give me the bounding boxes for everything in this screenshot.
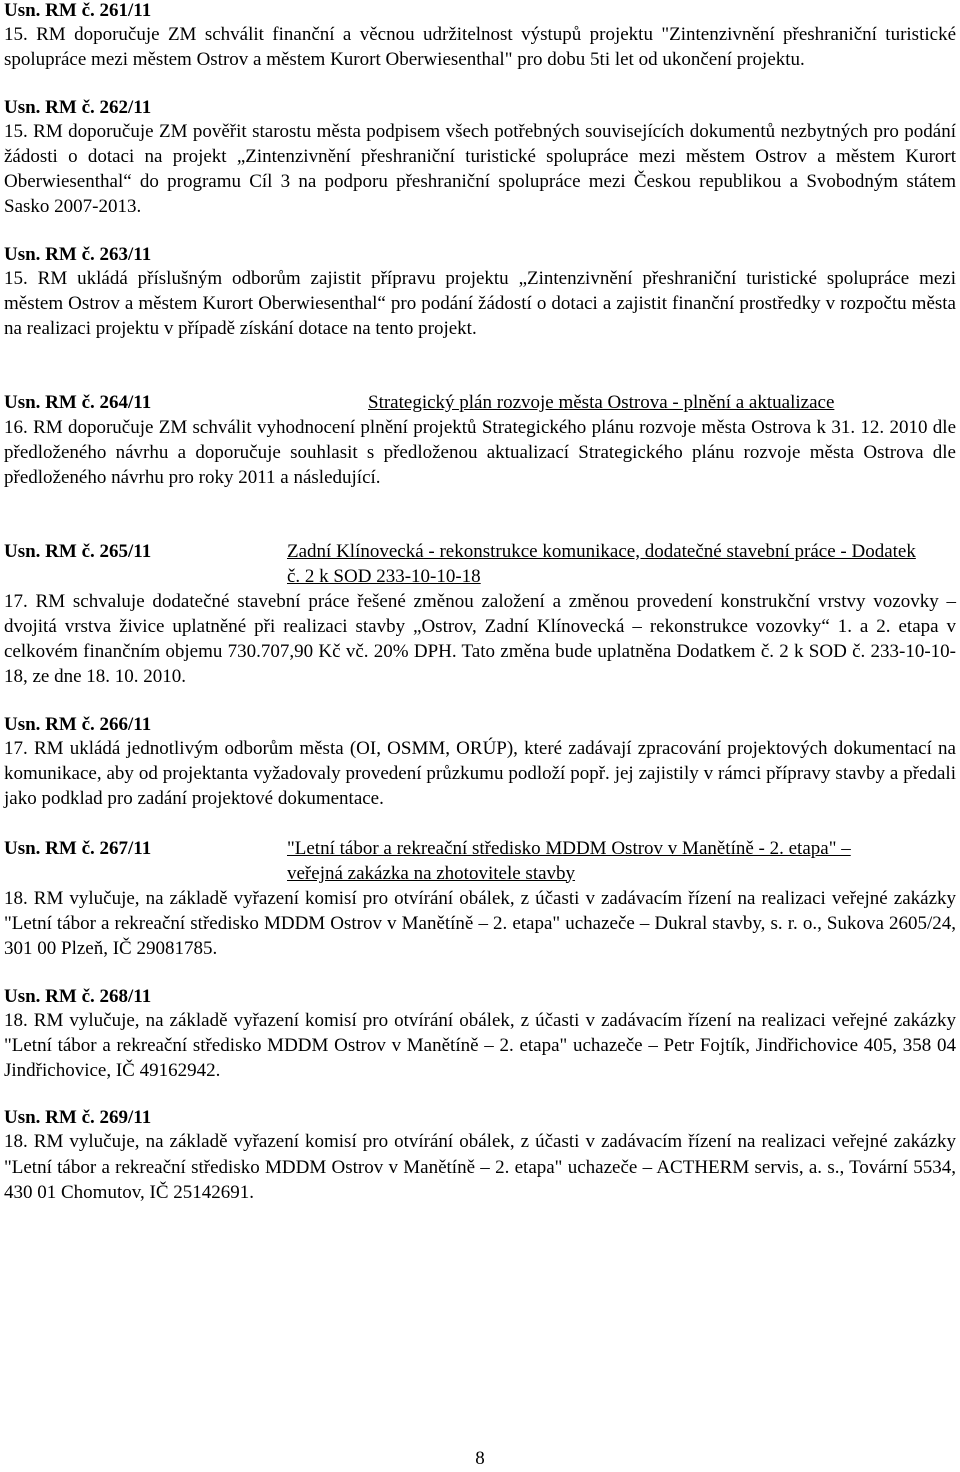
spacer xyxy=(4,220,956,244)
resolution-text: 16. RM doporučuje ZM schválit vyhodnocení plnění projektů Strategického plánu rozvoje města Ostrova k 31. 12. 2010 dle předloženého návrhu a doporučuje souhlasit s předloženou aktualizací Strategického plánu rozvoje města Ostrova dle předloženého návrhu pro roky 2011 a následující. xyxy=(4,416,956,489)
resolution-267 xyxy=(4,836,956,962)
page-number: 8 xyxy=(475,1448,485,1469)
resolution-number: Usn. RM č. 267/11 xyxy=(4,837,152,859)
resolution-text: 18. RM vylučuje, na základě vyřazení komisí pro otvírání obálek, z účasti v zadávacím řízení na realizaci veřejné zakázky "Letní tábor a rekreační středisko MDDM Ostrov v Manětíně – 2. etapa" uchazeče – Petr Fojtík, Jindřichovice 405, 358 04 Jindřichovice, IČ 49162942. xyxy=(4,1009,956,1082)
resolution-268 xyxy=(4,986,956,1084)
resolution-text: 15. RM doporučuje ZM schválit finanční a věcnou udržitelnost výstupů projektu "Zintenzivnění přeshraniční turistické spolupráce mezi městem Ostrov a městem Kurort Oberwiesenthal" pro dobu 5ti let od ukončení projektu. xyxy=(4,24,956,71)
resolution-number: Usn. RM č. 261/11 xyxy=(4,0,152,21)
resolution-number: Usn. RM č. 264/11 xyxy=(4,391,152,413)
spacer xyxy=(4,1083,956,1107)
resolution-text: 18. RM vylučuje, na základě vyřazení komisí pro otvírání obálek, z účasti v zadávacím řízení na realizaci veřejné zakázky "Letní tábor a rekreační středisko MDDM Ostrov v Manětíně – 2. etapa" uchazeče – Dukral stavby, s. r. o., Sukova 2605/24, 301 00 Plzeň, IČ 29081785. xyxy=(4,887,956,960)
resolution-266 xyxy=(4,714,956,812)
resolution-261 xyxy=(4,0,956,73)
resolution-header xyxy=(4,390,956,415)
resolution-264 xyxy=(4,390,956,491)
resolution-subject: Strategický plán rozvoje města Ostrova - plnění a aktualizace xyxy=(368,391,835,413)
spacer xyxy=(4,491,956,539)
resolution-number: Usn. RM č. 266/11 xyxy=(4,713,152,735)
resolution-text: 18. RM vylučuje, na základě vyřazení komisí pro otvírání obálek, z účasti v zadávacím řízení na realizaci veřejné zakázky "Letní tábor a rekreační středisko MDDM Ostrov v Manětíně – 2. etapa" uchazeče – ACTHERM servis, a. s., Tovární 5534, 430 01 Chomutov, IČ 25142691. xyxy=(4,1131,956,1204)
resolution-text: 17. RM schvaluje dodatečné stavební práce řešené změnou založení a změnou provedení konstrukční vrstvy vozovky – dvojitá vrstva živice uplatněné při realizaci stavby „Ostrov, Zadní Klínovecká – rekonstrukce vozovky“ 1. a 2. etapa v celkovém finančním objemu 730.707,90 Kč vč. 20% DPH. Tato změna bude uplatněna Dodatkem č. 2 k SOD č. 233-10-10-18, ze dne 18. 10. 2010. xyxy=(4,590,956,688)
resolution-text: 17. RM ukládá jednotlivým odborům města (OI, OSMM, ORÚP), které zadávají zpracování projektových dokumentací na komunikace, aby od projektanta vyžadovaly provedení průzkumu podloží popř. jej zajistily v rámci přípravy stavby a předali jako podklad pro zadání projektové dokumentace. xyxy=(4,737,956,810)
spacer xyxy=(4,962,956,986)
resolution-262 xyxy=(4,97,956,220)
resolution-number: Usn. RM č. 268/11 xyxy=(4,985,152,1007)
resolution-269 xyxy=(4,1107,956,1205)
resolution-number: Usn. RM č. 265/11 xyxy=(4,540,152,562)
resolution-header xyxy=(4,836,956,886)
spacer xyxy=(4,342,956,390)
resolution-number: Usn. RM č. 263/11 xyxy=(4,243,152,265)
resolution-265 xyxy=(4,539,956,690)
resolutions-list xyxy=(4,0,956,1205)
resolution-263 xyxy=(4,244,956,342)
resolution-subject: "Letní tábor a rekreační středisko MDDM Ostrov v Manětíně - 2. etapa" – veřejná zakázka na zhotovitele stavby xyxy=(287,837,851,884)
spacer xyxy=(4,690,956,714)
resolution-header xyxy=(4,539,956,589)
spacer xyxy=(4,73,956,97)
resolution-number: Usn. RM č. 269/11 xyxy=(4,1107,152,1129)
resolution-number: Usn. RM č. 262/11 xyxy=(4,96,152,118)
resolution-text: 15. RM ukládá příslušným odborům zajistit přípravu projektu „Zintenzivnění přeshraniční turistické spolupráce mezi městem Ostrov a městem Kurort Oberwiesenthal“ pro podání žádostí o dotaci a zajistit finanční prostředky v rozpočtu města na realizaci projektu v případě získání dotace na tento projekt. xyxy=(4,267,956,340)
resolution-subject: Zadní Klínovecká - rekonstrukce komunikace, dodatečné stavební práce - Dodatek č. 2 k SOD 233-10-10-18 xyxy=(287,540,916,587)
resolution-text: 15. RM doporučuje ZM pověřit starostu města podpisem všech potřebných souvisejících dokumentů nezbytných pro podání žádosti o dotaci na projekt „Zintenzivnění přeshraniční turistické spolupráce mezi městem Ostrov a městem Kurort Oberwiesenthal“ do programu Cíl 3 na podporu přeshraniční spolupráce mezi Českou republikou a Svobodným státem Sasko 2007-2013. xyxy=(4,120,956,218)
spacer xyxy=(4,812,956,836)
